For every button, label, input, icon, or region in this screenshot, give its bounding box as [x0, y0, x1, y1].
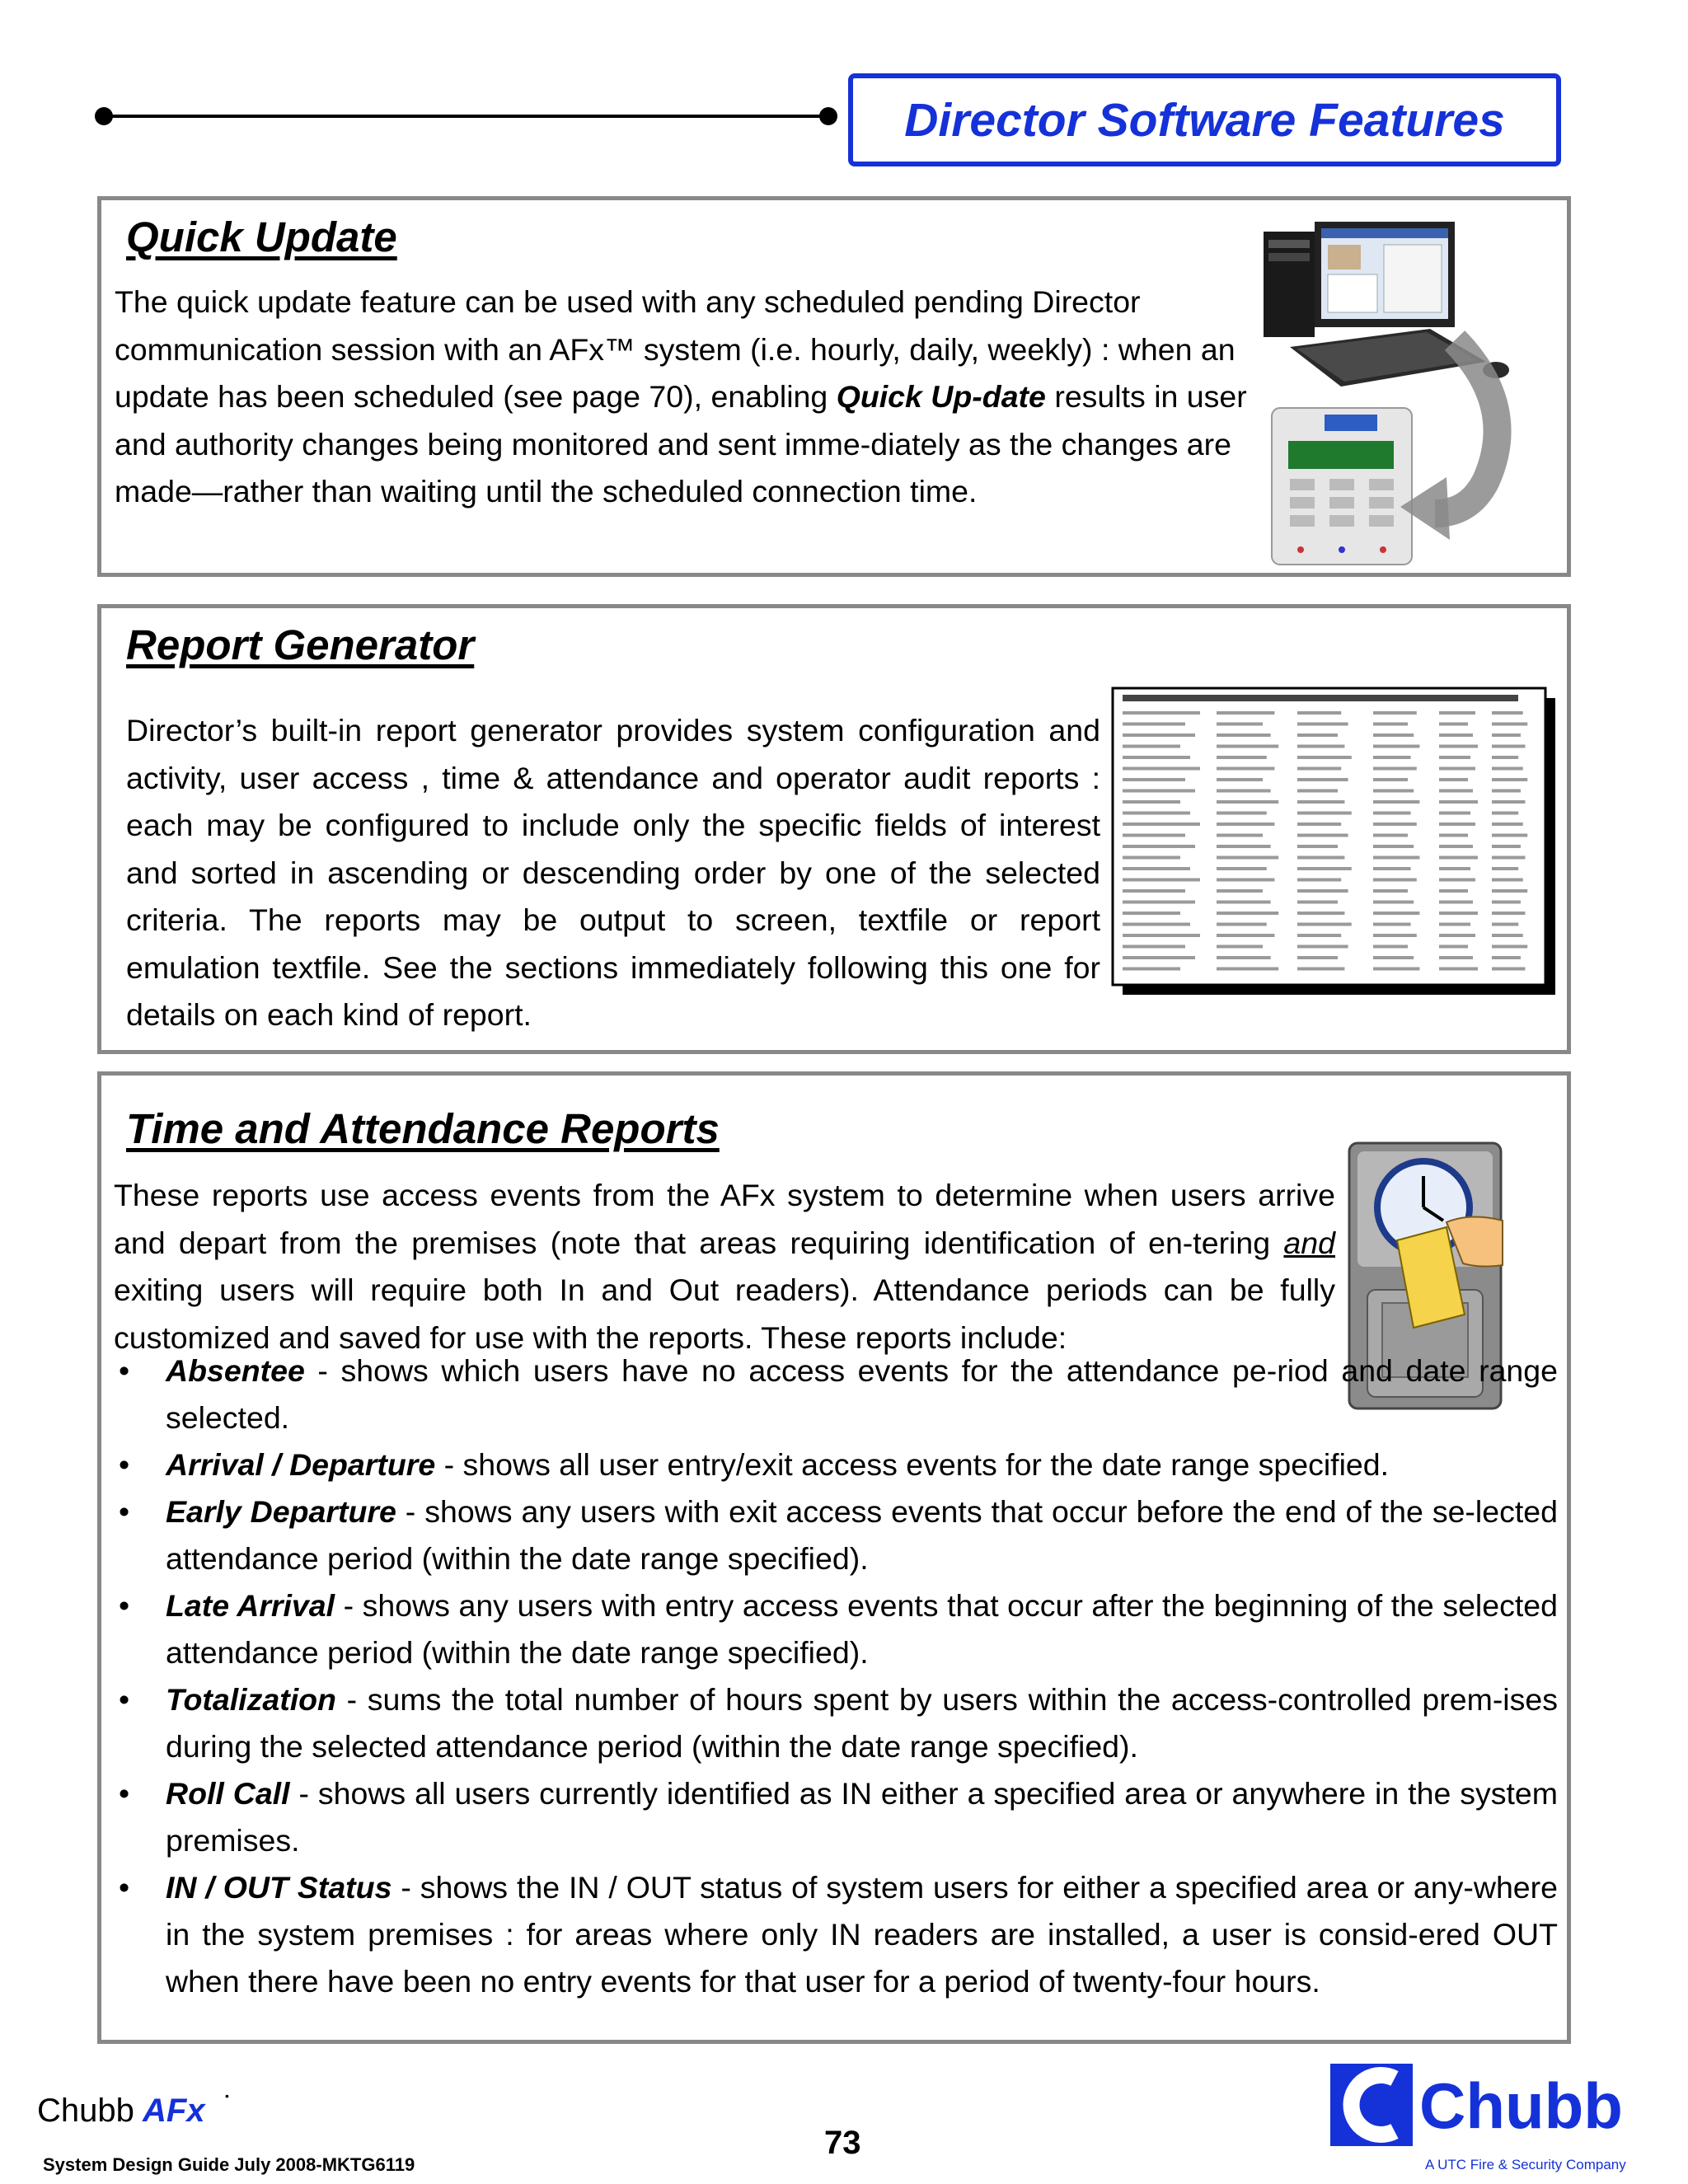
report-sheet-illustration [1111, 687, 1560, 1000]
report-type-item [114, 1347, 1558, 1441]
report-generator-section [97, 604, 1571, 1054]
time-attendance-section [97, 1071, 1571, 2044]
svg-text:Chubb: Chubb [37, 2093, 134, 2129]
report-type-term: Absentee [166, 1353, 305, 1388]
time-attendance-title: Time and Attendance Reports [126, 1105, 720, 1152]
svg-text:AFx: AFx [143, 2093, 205, 2129]
chubb-brand-logo [1330, 2060, 1660, 2151]
svg-text:•: • [225, 2089, 229, 2102]
computer-keypad-illustration [1239, 217, 1552, 571]
bullet-icon: • [119, 1776, 130, 1811]
report-type-item [114, 1582, 1558, 1676]
report-type-item [114, 1864, 1558, 2005]
report-type-item [114, 1441, 1558, 1488]
report-type-desc: - shows all user entry/exit access events for the date range specified. [435, 1447, 1390, 1482]
quick-update-text: The quick update feature can be used with any scheduled pending Director communication session with an AFx™ system (i.e. hourly, daily, weekly) : when an update has been scheduled (see page 70), enabling Quick Up-date results in user and authority changes being monitored and sent imme-diately as the changes are made—rather than waiting until the scheduled connection time. [115, 284, 1247, 509]
bullet-icon: • [119, 1494, 130, 1529]
report-generator-title: Report Generator [126, 621, 475, 668]
report-type-term: Roll Call [166, 1776, 290, 1811]
footer-guide-text: System Design Guide July 2008-MKTG6119 [43, 2154, 415, 2175]
report-type-desc: - sums the total number of hours spent by users within the access-controlled prem-ises during the selected attendance period (within the date range specified). [166, 1682, 1558, 1764]
report-type-desc: - shows which users have no access events for the attendance pe-riod and date range selected. [166, 1353, 1558, 1435]
report-type-term: Late Arrival [166, 1588, 335, 1623]
chubb-afx-logo [37, 2085, 243, 2135]
report-type-term: Totalization [166, 1682, 336, 1717]
bullet-icon: • [119, 1682, 130, 1717]
header-rule [103, 115, 828, 118]
report-generator-text: Director’s built-in report generator provides system configuration and activity, user access , time & attendance and operator audit reports : each may be configured to include only the specific fields of interest and sorted in ascending or descending order by one of the selected criteria. The reports may be output to screen, textfile or report emulation textfile. See the sections immediately following this one for details on each kind of report. [126, 713, 1100, 1032]
report-type-term: Arrival / Departure [166, 1447, 436, 1482]
time-attendance-intro: These reports use access events from the AFx system to determine when users arrive and depart from the premises (note that areas requiring identification of en-tering and exiting users will require both In and Out readers). Attendance periods can be fully customized and saved for use with the reports. These reports include: [114, 1178, 1335, 1355]
report-type-item [114, 1488, 1558, 1582]
header-title-box [848, 73, 1561, 166]
report-type-item [114, 1770, 1558, 1864]
bullet-icon: • [119, 1588, 130, 1623]
report-type-desc: - shows all users currently identified as IN either a specified area or anywhere in the system premises. [166, 1776, 1558, 1858]
report-type-term: Early Departure [166, 1494, 396, 1529]
bullet-icon: • [119, 1870, 130, 1905]
report-type-item [114, 1676, 1558, 1770]
quick-update-section [97, 196, 1571, 577]
header-rule-right-dot [819, 107, 837, 125]
report-type-term: IN / OUT Status [166, 1870, 392, 1905]
page-title: Director Software Features [904, 93, 1505, 147]
bullet-icon: • [119, 1447, 130, 1482]
report-type-desc: - shows the IN / OUT status of system users for either a specified area or any-where in the system premises : for areas where only IN readers are installed, a user is consid-ered OUT when there have been no entry events for that user for a period of twenty-four hours. [166, 1870, 1559, 1999]
svg-text:Chubb: Chubb [1419, 2069, 1623, 2142]
report-type-desc: - shows any users with exit access events that occur before the end of the se-lected attendance period (within the date range specified). [166, 1494, 1558, 1576]
quick-update-title: Quick Update [126, 213, 397, 260]
page-number: 73 [824, 2125, 861, 2161]
report-type-desc: - shows any users with entry access events that occur after the beginning of the selected attendance period (within the date range specified). [166, 1588, 1558, 1670]
bullet-icon: • [119, 1353, 130, 1388]
report-type-list [114, 1347, 1558, 2005]
chubb-tagline: A UTC Fire & Security Company [1425, 2157, 1626, 2172]
